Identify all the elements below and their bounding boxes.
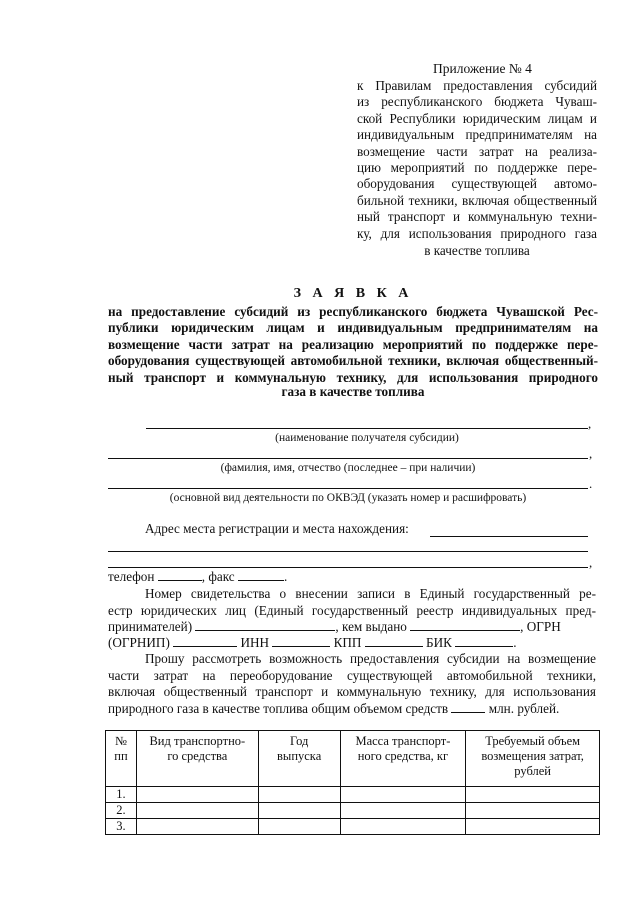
ogrnip-label: (ОГРНИП) (108, 635, 170, 650)
appendix-text (357, 78, 597, 242)
request-paragraph (108, 651, 596, 701)
appendix-line: ный транспорт и коммунальную техни- (357, 209, 597, 225)
okved-period: . (589, 476, 593, 491)
appendix-line: к Правилам предоставления субсидий (357, 78, 597, 93)
appendix-line: бильной техники, включая общественный (357, 192, 597, 208)
column-header-number: № пп (106, 731, 137, 787)
appendix-line: индивидуальным предпринимателям на (357, 127, 597, 143)
phone-field[interactable] (158, 569, 202, 581)
appendix-line: ку, для использования природного газа (357, 225, 597, 241)
compensation-cell[interactable] (466, 803, 600, 819)
vehicle-type-cell[interactable] (136, 787, 258, 803)
okved-field[interactable] (108, 488, 588, 489)
request-line-1: Прошу рассмотреть возможность предоставления субсидии на возмещение (145, 651, 596, 666)
recipient-comma: , (588, 416, 592, 431)
kpp-label: КПП (333, 635, 362, 650)
phone-fax-row (108, 569, 287, 585)
mass-cell[interactable] (340, 787, 466, 803)
document-subtitle (108, 304, 598, 386)
subtitle-line: публики юридическим лицам и индивидуальным предпринимателям на (108, 320, 598, 336)
fax-label: , факс (201, 569, 235, 584)
appendix-line: оборудования существующей автомо- (357, 176, 597, 192)
certificate-number-field[interactable] (195, 619, 335, 631)
appendix-last-line: в качестве топлива (424, 243, 530, 258)
registry-label: принимателей) (108, 619, 193, 634)
fax-end: . (283, 569, 288, 584)
certificate-end: . (513, 635, 517, 650)
appendix-line: цию мероприятий по поддержке пере- (357, 160, 597, 176)
ogrn-field[interactable] (173, 635, 237, 647)
address-field[interactable] (430, 536, 588, 537)
year-cell[interactable] (258, 787, 340, 803)
okved-caption: (основной вид деятельности по ОКВЭД (указать номер и расшифровать) (169, 492, 527, 504)
subtitle-last-line: газа в качестве топлива (281, 384, 425, 399)
address-comma: , (589, 555, 593, 570)
request-amount-label: природного газа в качестве топлива общим объемом средств (108, 701, 449, 716)
mass-cell[interactable] (340, 819, 466, 835)
kpp-field[interactable] (365, 635, 423, 647)
certificate-line-3 (108, 619, 561, 635)
vehicle-type-cell[interactable] (136, 819, 258, 835)
certificate-paragraph (108, 586, 596, 619)
row-number: 3. (106, 819, 137, 835)
fio-field[interactable] (108, 458, 588, 459)
appendix-line: возмещение части затрат на реализа- (357, 143, 597, 159)
compensation-cell[interactable] (466, 787, 600, 803)
mass-cell[interactable] (340, 803, 466, 819)
year-cell[interactable] (258, 803, 340, 819)
bik-field[interactable] (455, 635, 513, 647)
document-title: З А Я В К А (293, 286, 413, 301)
fio-comma: , (589, 446, 593, 461)
appendix-title: Приложение № 4 (433, 61, 532, 76)
fax-field[interactable] (238, 569, 284, 581)
certificate-line-1: Номер свидетельства о внесении записи в Единый государственный ре- (145, 586, 596, 601)
table-row (106, 787, 600, 803)
subtitle-line: ный транспорт и коммунальную технику, для использования природного (108, 369, 598, 385)
address-label: Адрес места регистрации и места нахождения: (145, 521, 409, 536)
vehicles-table (105, 730, 600, 835)
amount-field[interactable] (451, 701, 485, 713)
vehicle-type-cell[interactable] (136, 803, 258, 819)
table-header-row (106, 731, 600, 787)
column-header-vehicle-type: Вид транспортно- го средства (136, 731, 258, 787)
ogrn-label: , ОГРН (520, 619, 561, 634)
phone-label: телефон (108, 569, 155, 584)
request-line-3: включая общественный транспорт и коммунальную технику, для использования (108, 684, 596, 700)
column-header-mass: Масса транспорт- ного средства, кг (340, 731, 466, 787)
compensation-cell[interactable] (466, 819, 600, 835)
appendix-line: ской Республики юридическим лицам и (357, 110, 597, 126)
table-row (106, 803, 600, 819)
inn-field[interactable] (272, 635, 330, 647)
issued-by-label: , кем выдано (335, 619, 407, 634)
appendix-line: из республиканского бюджета Чуваш- (357, 94, 597, 110)
subtitle-line: на предоставление субсидий из республиканского бюджета Чувашской Рес- (108, 304, 598, 319)
column-header-compensation: Требуемый объем возмещения затрат, рублей (466, 731, 600, 787)
bik-label: БИК (426, 635, 452, 650)
table-row (106, 819, 600, 835)
fio-caption: (фамилия, имя, отчество (последнее – при наличии) (220, 462, 476, 474)
recipient-caption: (наименование получателя субсидии) (275, 432, 459, 444)
subtitle-line: возмещение части затрат на реализацию мероприятий по поддержке пере- (108, 336, 598, 352)
certificate-line-4 (108, 635, 517, 651)
subtitle-line: оборудования существующей автомобильной техники, включая общественный- (108, 353, 598, 369)
address-field-line-2[interactable] (108, 551, 588, 552)
year-cell[interactable] (258, 819, 340, 835)
request-line-4 (108, 701, 559, 717)
row-number: 1. (106, 787, 137, 803)
request-line-2: части затрат на переоборудование существующей автомобильной техники, (108, 667, 596, 683)
certificate-line-2: естр юридических лиц (Единый государственный реестр индивидуальных пред- (108, 602, 596, 618)
issued-by-field[interactable] (410, 619, 520, 631)
row-number: 2. (106, 803, 137, 819)
address-field-line-3[interactable] (108, 567, 588, 568)
column-header-year: Год выпуска (258, 731, 340, 787)
inn-label: ИНН (240, 635, 270, 650)
request-amount-unit: млн. рублей. (488, 701, 560, 716)
recipient-name-field[interactable] (146, 428, 588, 429)
